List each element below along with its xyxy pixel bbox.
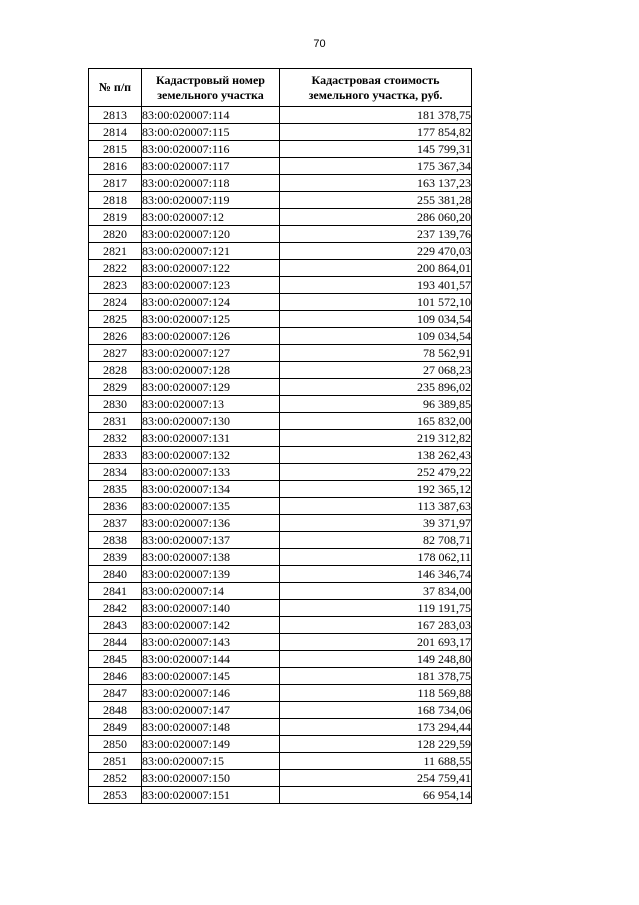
cadastral-value-cell: 145 799,31 — [280, 141, 472, 158]
cadastral-value-cell: 219 312,82 — [280, 430, 472, 447]
row-number-cell: 2835 — [89, 481, 142, 498]
row-number-cell: 2815 — [89, 141, 142, 158]
cadastral-value-cell: 109 034,54 — [280, 328, 472, 345]
table-row — [89, 685, 472, 702]
row-number-cell: 2831 — [89, 413, 142, 430]
cadastral-value-cell: 175 367,34 — [280, 158, 472, 175]
cadastral-value-cell: 254 759,41 — [280, 770, 472, 787]
cadastral-number-cell: 83:00:020007:139 — [142, 566, 280, 583]
cadastral-number-cell: 83:00:020007:131 — [142, 430, 280, 447]
row-number-cell: 2848 — [89, 702, 142, 719]
cadastral-number-cell: 83:00:020007:142 — [142, 617, 280, 634]
header-cadastral-value: Кадастровая стоимость земельного участка, руб. — [280, 69, 472, 107]
table-header-row — [89, 69, 472, 107]
row-number-cell: 2820 — [89, 226, 142, 243]
cadastral-number-cell: 83:00:020007:120 — [142, 226, 280, 243]
table-row — [89, 379, 472, 396]
cadastral-number-cell: 83:00:020007:150 — [142, 770, 280, 787]
row-number-cell: 2829 — [89, 379, 142, 396]
cadastral-value-cell: 82 708,71 — [280, 532, 472, 549]
table-row — [89, 617, 472, 634]
cadastral-value-cell: 78 562,91 — [280, 345, 472, 362]
cadastral-value-cell: 181 378,75 — [280, 668, 472, 685]
row-number-cell: 2826 — [89, 328, 142, 345]
cadastral-number-cell: 83:00:020007:128 — [142, 362, 280, 379]
table-row — [89, 481, 472, 498]
page-number: 70 — [313, 38, 326, 50]
table-row — [89, 719, 472, 736]
cadastral-value-cell: 146 346,74 — [280, 566, 472, 583]
table-row — [89, 277, 472, 294]
cadastral-number-cell: 83:00:020007:15 — [142, 753, 280, 770]
cadastral-number-cell: 83:00:020007:129 — [142, 379, 280, 396]
cadastral-number-cell: 83:00:020007:126 — [142, 328, 280, 345]
table-row — [89, 668, 472, 685]
header-cadastral-number: Кадастровый номер земельного участка — [142, 69, 280, 107]
cadastral-value-cell: 167 283,03 — [280, 617, 472, 634]
row-number-cell: 2853 — [89, 787, 142, 804]
row-number-cell: 2819 — [89, 209, 142, 226]
cadastral-value-cell: 27 068,23 — [280, 362, 472, 379]
header-row-number: № п/п — [89, 69, 142, 107]
row-number-cell: 2834 — [89, 464, 142, 481]
cadastral-number-cell: 83:00:020007:149 — [142, 736, 280, 753]
cadastral-number-cell: 83:00:020007:137 — [142, 532, 280, 549]
cadastral-number-cell: 83:00:020007:140 — [142, 600, 280, 617]
cadastral-number-cell: 83:00:020007:143 — [142, 634, 280, 651]
cadastral-number-cell: 83:00:020007:123 — [142, 277, 280, 294]
cadastral-value-cell: 229 470,03 — [280, 243, 472, 260]
table-row — [89, 515, 472, 532]
table-row — [89, 124, 472, 141]
cadastral-number-cell: 83:00:020007:13 — [142, 396, 280, 413]
row-number-cell: 2816 — [89, 158, 142, 175]
cadastral-value-cell: 177 854,82 — [280, 124, 472, 141]
row-number-cell: 2818 — [89, 192, 142, 209]
cadastral-value-cell: 192 365,12 — [280, 481, 472, 498]
cadastral-number-cell: 83:00:020007:144 — [142, 651, 280, 668]
row-number-cell: 2843 — [89, 617, 142, 634]
cadastral-value-cell: 113 387,63 — [280, 498, 472, 515]
row-number-cell: 2832 — [89, 430, 142, 447]
cadastral-value-cell: 66 954,14 — [280, 787, 472, 804]
row-number-cell: 2852 — [89, 770, 142, 787]
cadastral-number-cell: 83:00:020007:136 — [142, 515, 280, 532]
table-row — [89, 243, 472, 260]
row-number-cell: 2851 — [89, 753, 142, 770]
row-number-cell: 2827 — [89, 345, 142, 362]
row-number-cell: 2849 — [89, 719, 142, 736]
table-row — [89, 311, 472, 328]
table-row — [89, 141, 472, 158]
table-row — [89, 328, 472, 345]
cadastral-number-cell: 83:00:020007:151 — [142, 787, 280, 804]
row-number-cell: 2838 — [89, 532, 142, 549]
row-number-cell: 2830 — [89, 396, 142, 413]
cadastral-number-cell: 83:00:020007:132 — [142, 447, 280, 464]
row-number-cell: 2814 — [89, 124, 142, 141]
cadastral-number-cell: 83:00:020007:134 — [142, 481, 280, 498]
cadastral-value-cell: 168 734,06 — [280, 702, 472, 719]
cadastral-number-cell: 83:00:020007:114 — [142, 107, 280, 124]
row-number-cell: 2833 — [89, 447, 142, 464]
cadastral-value-cell: 178 062,11 — [280, 549, 472, 566]
row-number-cell: 2821 — [89, 243, 142, 260]
cadastral-value-cell: 37 834,00 — [280, 583, 472, 600]
cadastral-table — [88, 68, 472, 804]
row-number-cell: 2840 — [89, 566, 142, 583]
table-row — [89, 600, 472, 617]
cadastral-value-cell: 165 832,00 — [280, 413, 472, 430]
row-number-cell: 2846 — [89, 668, 142, 685]
cadastral-value-cell: 138 262,43 — [280, 447, 472, 464]
cadastral-number-cell: 83:00:020007:117 — [142, 158, 280, 175]
cadastral-number-cell: 83:00:020007:147 — [142, 702, 280, 719]
cadastral-number-cell: 83:00:020007:148 — [142, 719, 280, 736]
table-row — [89, 549, 472, 566]
table-row — [89, 413, 472, 430]
row-number-cell: 2847 — [89, 685, 142, 702]
table-row — [89, 770, 472, 787]
table-row — [89, 736, 472, 753]
cadastral-value-cell: 286 060,20 — [280, 209, 472, 226]
table-row — [89, 175, 472, 192]
table-row — [89, 209, 472, 226]
row-number-cell: 2823 — [89, 277, 142, 294]
table-row — [89, 192, 472, 209]
table-row — [89, 294, 472, 311]
cadastral-number-cell: 83:00:020007:118 — [142, 175, 280, 192]
table-row — [89, 226, 472, 243]
table-row — [89, 362, 472, 379]
table-row — [89, 430, 472, 447]
cadastral-number-cell: 83:00:020007:125 — [142, 311, 280, 328]
cadastral-number-cell: 83:00:020007:119 — [142, 192, 280, 209]
cadastral-value-cell: 149 248,80 — [280, 651, 472, 668]
row-number-cell: 2825 — [89, 311, 142, 328]
table-row — [89, 498, 472, 515]
row-number-cell: 2839 — [89, 549, 142, 566]
cadastral-number-cell: 83:00:020007:12 — [142, 209, 280, 226]
cadastral-number-cell: 83:00:020007:122 — [142, 260, 280, 277]
cadastral-number-cell: 83:00:020007:130 — [142, 413, 280, 430]
table-row — [89, 107, 472, 124]
cadastral-value-cell: 96 389,85 — [280, 396, 472, 413]
cadastral-value-cell: 252 479,22 — [280, 464, 472, 481]
row-number-cell: 2836 — [89, 498, 142, 515]
table-row — [89, 787, 472, 804]
cadastral-number-cell: 83:00:020007:145 — [142, 668, 280, 685]
cadastral-value-cell: 119 191,75 — [280, 600, 472, 617]
table-row — [89, 260, 472, 277]
cadastral-value-cell: 173 294,44 — [280, 719, 472, 736]
table-row — [89, 447, 472, 464]
cadastral-value-cell: 39 371,97 — [280, 515, 472, 532]
cadastral-number-cell: 83:00:020007:124 — [142, 294, 280, 311]
row-number-cell: 2844 — [89, 634, 142, 651]
row-number-cell: 2828 — [89, 362, 142, 379]
cadastral-value-cell: 237 139,76 — [280, 226, 472, 243]
table-row — [89, 532, 472, 549]
cadastral-value-cell: 181 378,75 — [280, 107, 472, 124]
table-row — [89, 651, 472, 668]
table-row — [89, 583, 472, 600]
cadastral-value-cell: 201 693,17 — [280, 634, 472, 651]
cadastral-number-cell: 83:00:020007:127 — [142, 345, 280, 362]
row-number-cell: 2824 — [89, 294, 142, 311]
table-row — [89, 702, 472, 719]
cadastral-number-cell: 83:00:020007:115 — [142, 124, 280, 141]
cadastral-number-cell: 83:00:020007:14 — [142, 583, 280, 600]
table-row — [89, 396, 472, 413]
table-row — [89, 566, 472, 583]
table-row — [89, 464, 472, 481]
cadastral-number-cell: 83:00:020007:133 — [142, 464, 280, 481]
cadastral-value-cell: 109 034,54 — [280, 311, 472, 328]
cadastral-value-cell: 193 401,57 — [280, 277, 472, 294]
row-number-cell: 2813 — [89, 107, 142, 124]
cadastral-value-cell: 255 381,28 — [280, 192, 472, 209]
cadastral-value-cell: 11 688,55 — [280, 753, 472, 770]
row-number-cell: 2817 — [89, 175, 142, 192]
table-row — [89, 158, 472, 175]
cadastral-number-cell: 83:00:020007:146 — [142, 685, 280, 702]
cadastral-number-cell: 83:00:020007:138 — [142, 549, 280, 566]
cadastral-value-cell: 200 864,01 — [280, 260, 472, 277]
table-row — [89, 753, 472, 770]
row-number-cell: 2850 — [89, 736, 142, 753]
cadastral-number-cell: 83:00:020007:116 — [142, 141, 280, 158]
row-number-cell: 2842 — [89, 600, 142, 617]
row-number-cell: 2822 — [89, 260, 142, 277]
table-row — [89, 345, 472, 362]
cadastral-value-cell: 163 137,23 — [280, 175, 472, 192]
cadastral-number-cell: 83:00:020007:135 — [142, 498, 280, 515]
row-number-cell: 2837 — [89, 515, 142, 532]
row-number-cell: 2841 — [89, 583, 142, 600]
row-number-cell: 2845 — [89, 651, 142, 668]
cadastral-value-cell: 118 569,88 — [280, 685, 472, 702]
cadastral-value-cell: 235 896,02 — [280, 379, 472, 396]
cadastral-value-cell: 128 229,59 — [280, 736, 472, 753]
cadastral-value-cell: 101 572,10 — [280, 294, 472, 311]
table-row — [89, 634, 472, 651]
cadastral-number-cell: 83:00:020007:121 — [142, 243, 280, 260]
